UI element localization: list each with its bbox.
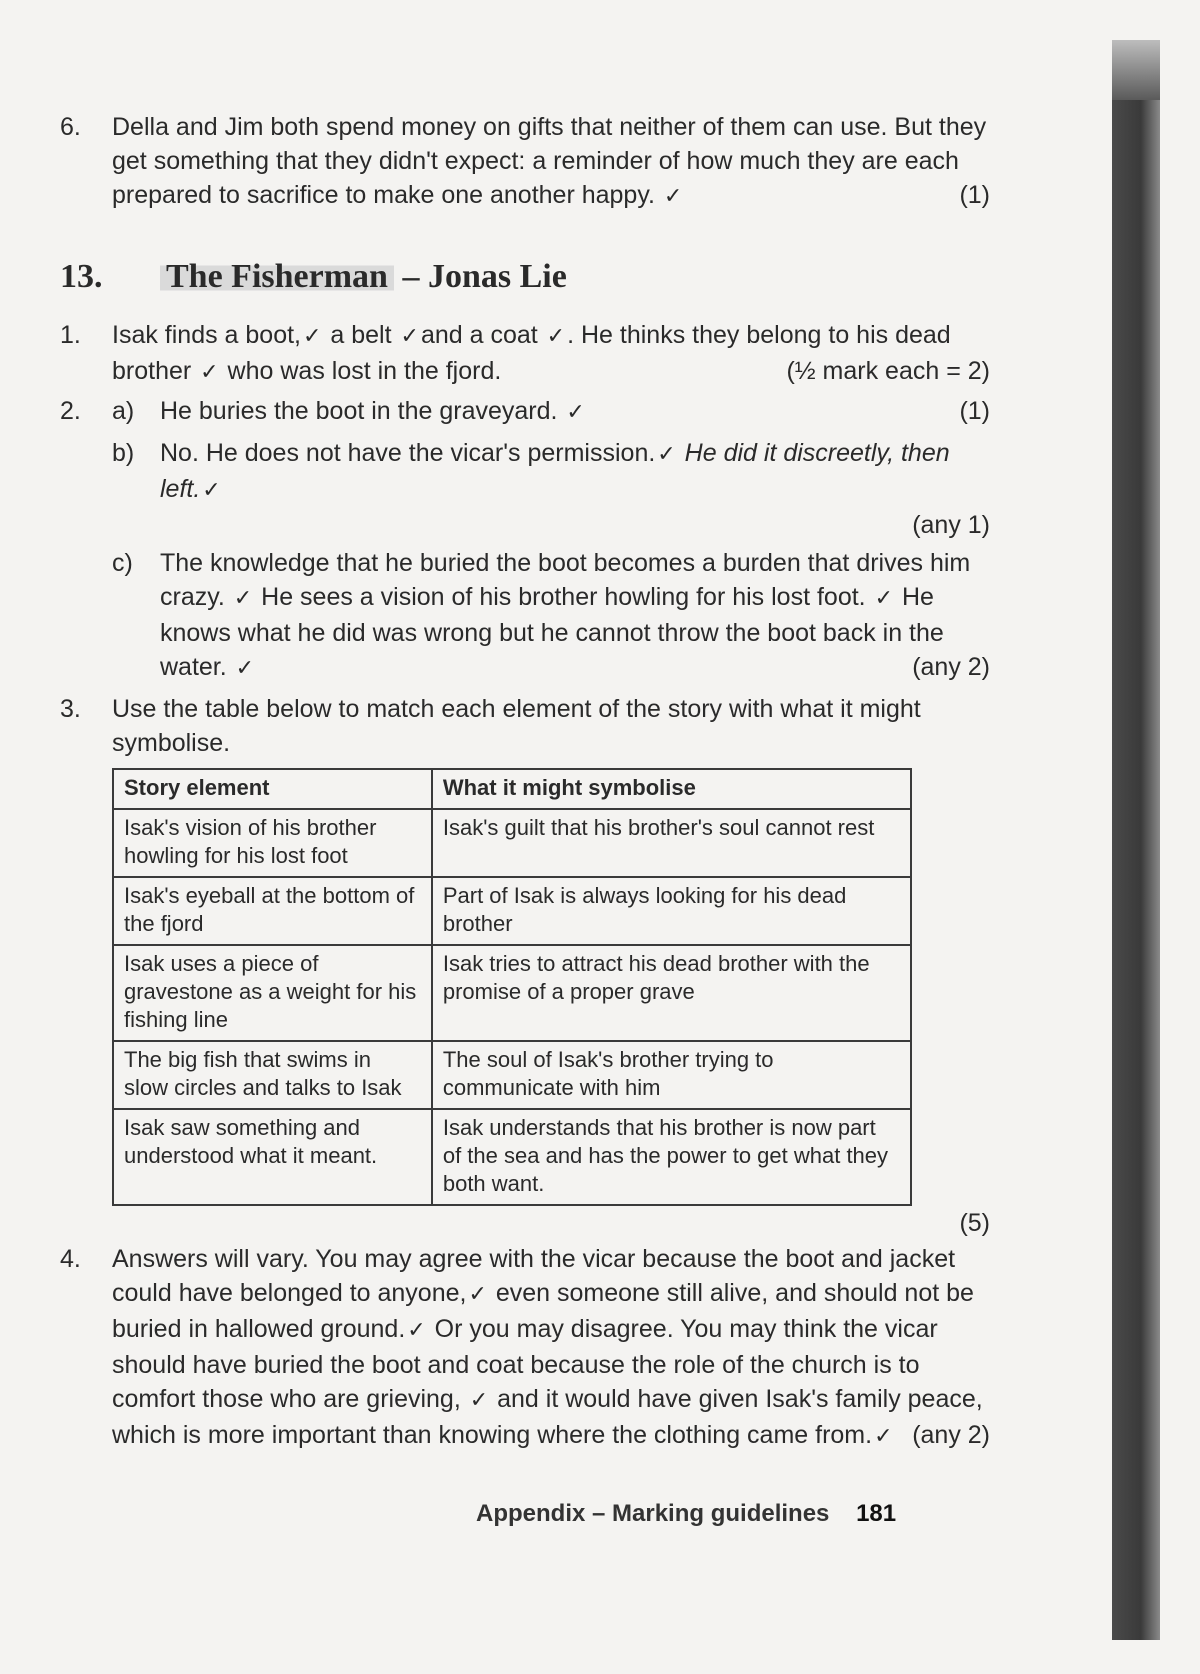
- check-icon: ✓: [657, 442, 676, 467]
- question-1: [60, 318, 990, 390]
- table-cell: The soul of Isak's brother trying to communicate with him: [432, 1041, 911, 1109]
- answer-text: even someone still alive, and should not be buried in hallowed ground.: [112, 1279, 974, 1343]
- marks-label: (1): [959, 397, 990, 425]
- table-row: [113, 877, 911, 945]
- table-cell: Isak's guilt that his brother's soul cannot rest: [432, 809, 911, 877]
- section-heading: [60, 258, 990, 296]
- check-icon: ✓: [874, 1424, 893, 1449]
- table-cell: Isak's eyeball at the bottom of the fjord: [113, 877, 432, 945]
- table-row: [113, 1109, 911, 1205]
- check-icon: ✓: [468, 1282, 487, 1307]
- question-number: 2.: [60, 397, 81, 425]
- question-4: [60, 1242, 990, 1454]
- marks-label: (any 1): [912, 511, 990, 539]
- answer-text: Isak finds a boot,: [112, 321, 302, 349]
- question-2: [60, 394, 990, 686]
- page-edge-shadow: [1112, 40, 1160, 1640]
- page-edge-highlight: [1112, 40, 1160, 100]
- sub-question-label: b): [112, 439, 135, 467]
- marks-label: (any 2): [912, 653, 990, 681]
- table-cell: Isak saw something and understood what it meant.: [113, 1109, 432, 1205]
- question-number: 4.: [60, 1245, 81, 1273]
- table-cell: Isak's vision of his brother howling for his lost foot: [113, 809, 432, 877]
- answer-text: and a coat: [420, 321, 545, 349]
- check-icon: ✓: [407, 1318, 426, 1343]
- answer-text: who was lost in the fjord.: [220, 357, 502, 385]
- answer-text: He sees a vision of his brother howling for his lost foot.: [254, 583, 873, 611]
- question-text: Use the table below to match each element of the story with what it might symbolise.: [112, 695, 921, 757]
- check-icon: ✓: [874, 586, 893, 611]
- check-icon: ✓: [303, 324, 322, 349]
- answer-text: . He thinks they belong to his dead brother: [112, 321, 951, 385]
- answer-text: Or you may disagree. You may think the vicar should have buried the boot and coat because the role of the church is to comfort those who are grieving,: [112, 1315, 938, 1413]
- table-header-row: [113, 769, 911, 809]
- check-icon: ✓: [469, 1388, 489, 1413]
- check-icon: ✓: [566, 400, 585, 425]
- answer-text: and it would have given Isak's family peace, which is more important than knowing where the clothing came from.: [112, 1385, 983, 1449]
- footer-section-label: Appendix – Marking guidelines: [476, 1500, 830, 1527]
- answer-text: He knows what he did was wrong but he cannot throw the boot back in the water.: [160, 583, 944, 681]
- sub-question-label: a): [112, 397, 135, 425]
- question-number: 3.: [60, 695, 81, 723]
- question-6: [60, 110, 990, 214]
- answer-text-italic: He did it discreetly, then left.: [160, 439, 950, 503]
- section-title: The Fisherman: [160, 258, 394, 296]
- page-number: 181: [856, 1500, 897, 1527]
- table-header-cell: Story element: [113, 769, 432, 809]
- section-author: Jonas Lie: [427, 258, 567, 295]
- table-row: [113, 1041, 911, 1109]
- marks-label: (5): [959, 1209, 990, 1237]
- answer-text: a belt: [323, 321, 399, 349]
- answer-text: No. He does not have the vicar's permission.: [160, 439, 656, 467]
- table-cell: Isak understands that his brother is now part of the sea and has the power to get what they both want.: [432, 1109, 911, 1205]
- check-icon: ✓: [400, 324, 419, 349]
- symbol-table: [112, 768, 912, 1206]
- answer-text: The knowledge that he buried the boot becomes a burden that drives him crazy.: [160, 549, 971, 611]
- check-icon: ✓: [233, 586, 253, 611]
- answer-text: He buries the boot in the graveyard.: [160, 397, 565, 425]
- question-3: [60, 692, 990, 1240]
- page-content: [60, 110, 990, 1454]
- table-row: [113, 945, 911, 1041]
- page-footer: [476, 1500, 896, 1528]
- marks-label: (1): [959, 181, 990, 209]
- check-icon: ✓: [235, 656, 255, 681]
- question-number: 6.: [60, 113, 81, 141]
- question-text: Della and Jim both spend money on gifts that neither of them can use. But they get something that they didn't expect: a reminder of how much they are each prepared to sacrifice to make one another happy.: [112, 113, 987, 209]
- sub-question-label: c): [112, 549, 133, 577]
- marks-label: (any 2): [912, 1421, 990, 1449]
- check-icon: ✓: [663, 184, 683, 209]
- title-separator: –: [393, 258, 428, 295]
- table-row: [113, 809, 911, 877]
- section-number: 13.: [60, 258, 103, 295]
- question-number: 1.: [60, 321, 81, 349]
- check-icon: ✓: [546, 324, 566, 349]
- check-icon: ✓: [200, 360, 219, 385]
- check-icon: ✓: [202, 478, 221, 503]
- marks-label: (½ mark each = 2): [786, 357, 990, 385]
- table-cell: Isak uses a piece of gravestone as a weight for his fishing line: [113, 945, 432, 1041]
- table-cell: Part of Isak is always looking for his dead brother: [432, 877, 911, 945]
- table-header-cell: What it might symbolise: [432, 769, 911, 809]
- answer-text: Answers will vary. You may agree with the vicar because the boot and jacket could have belonged to anyone,: [112, 1245, 956, 1307]
- table-cell: The big fish that swims in slow circles and talks to Isak: [113, 1041, 432, 1109]
- table-cell: Isak tries to attract his dead brother with the promise of a proper grave: [432, 945, 911, 1041]
